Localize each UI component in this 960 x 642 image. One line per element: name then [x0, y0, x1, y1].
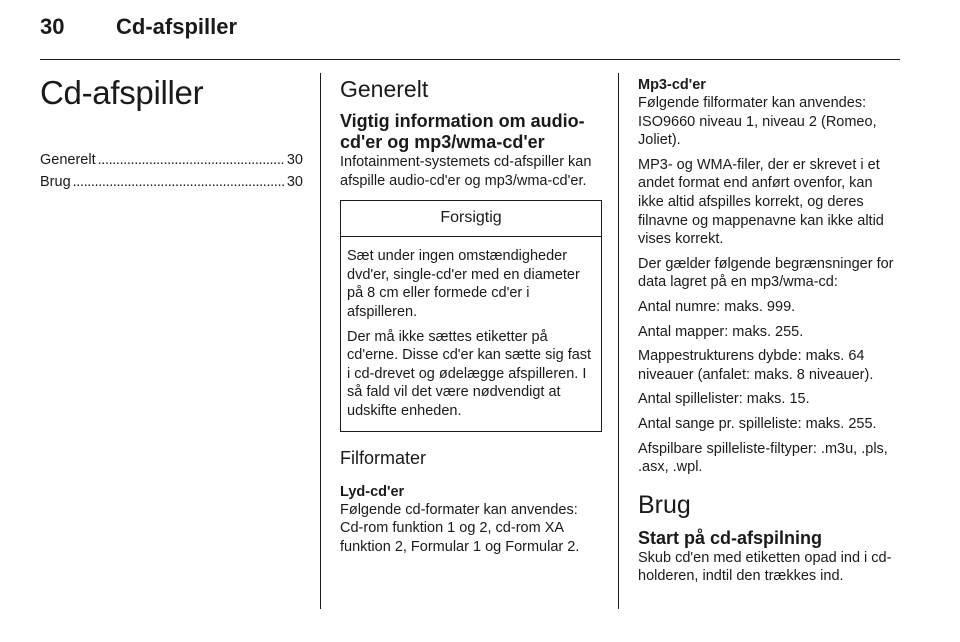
toc-entry-page: 30 — [286, 152, 303, 168]
subheading-file-formats: Filformater — [340, 447, 427, 468]
mp3-limit-item: Antal spillelister: maks. 15. — [638, 391, 810, 408]
caution-body — [341, 237, 601, 430]
toc-entry-brug[interactable] — [40, 174, 303, 196]
toc-entry-label: Generelt — [40, 152, 96, 168]
right-column — [638, 72, 902, 592]
middle-column — [340, 72, 602, 562]
toc-entry-label: Brug — [40, 174, 71, 190]
toc-entry-generelt[interactable] — [40, 152, 303, 174]
caution-paragraph: Sæt under ingen omstændigheder dvd'er, single-cd'er med en diameter på 8 cm eller formede cd'er i afspilleren. — [347, 248, 580, 320]
mp3-limit-item: Mappestrukturens dybde: maks. 64 niveauer (anfalet: maks. 8 niveauer). — [638, 348, 874, 383]
mp3-paragraph: Følgende filformater kan anvendes: ISO9660 niveau 1, niveau 2 (Romeo, Joliet). — [638, 95, 877, 149]
mp3-limit-item: Antal numre: maks. 999. — [638, 298, 796, 315]
mp3-limit-item: Antal mapper: maks. 255. — [638, 323, 804, 340]
caution-paragraph: Der må ikke sættes etiketter på cd'erne. Disse cd'er kan sætte sig fast i cd-drevet og ødelægge afspilleren. I så fald vil det være nødvendigt at udskifte enheden. — [347, 328, 592, 419]
section-heading-generelt: Generelt — [340, 76, 429, 102]
page-number: 30 — [40, 14, 65, 39]
running-title: Cd-afspiller — [116, 14, 238, 39]
toc-leader-dots — [73, 174, 285, 190]
subheading-important-info: Vigtig information om audio-cd'er og mp3/wma-cd'er — [340, 111, 585, 152]
caution-box — [340, 200, 602, 431]
mp3-paragraph: Der gælder følgende begrænsninger for data lagret på en mp3/wma-cd: — [638, 255, 894, 291]
table-of-contents — [40, 152, 303, 196]
audio-cd-paragraph: Følgende cd-formater kan anvendes: Cd-rom funktion 1 og 2, cd-rom XA funktion 2, Formular 1 og Formular 2. — [340, 501, 580, 555]
mp3-paragraph: MP3- og WMA-filer, der er skrevet i et andet format end anført ovenfor, kan ikke altid afspilles korrekt, og deres filnavne og mappenavne kan ikke altid vises korrekt. — [638, 156, 884, 248]
section-heading-brug: Brug — [638, 490, 691, 519]
intro-paragraph: Infotainment-systemets cd-afspiller kan afspille audio-cd'er og mp3/wma-cd'er. — [340, 154, 592, 189]
usage-paragraph: Skub cd'en med etiketten opad ind i cd-holderen, indtil den trækkes ind. — [638, 549, 892, 585]
chapter-title: Cd-afspiller — [40, 74, 204, 111]
subheading-audio-cd: Lyd-cd'er — [340, 483, 405, 500]
subheading-start-playback: Start på cd-afspilning — [638, 527, 823, 548]
column-divider-left — [320, 73, 321, 609]
header-rule — [40, 59, 900, 60]
column-divider-right — [618, 73, 619, 609]
mp3-limit-item: Afspilbare spilleliste-filtyper: .m3u, .pls, .asx, .wpl. — [638, 440, 888, 476]
toc-column — [40, 72, 303, 196]
toc-leader-dots — [98, 152, 285, 168]
caution-title: Forsigtig — [341, 201, 601, 237]
mp3-limit-item: Antal sange pr. spilleliste: maks. 255. — [638, 415, 877, 432]
subheading-mp3-cd: Mp3-cd'er — [638, 77, 706, 93]
toc-entry-page: 30 — [286, 174, 303, 190]
